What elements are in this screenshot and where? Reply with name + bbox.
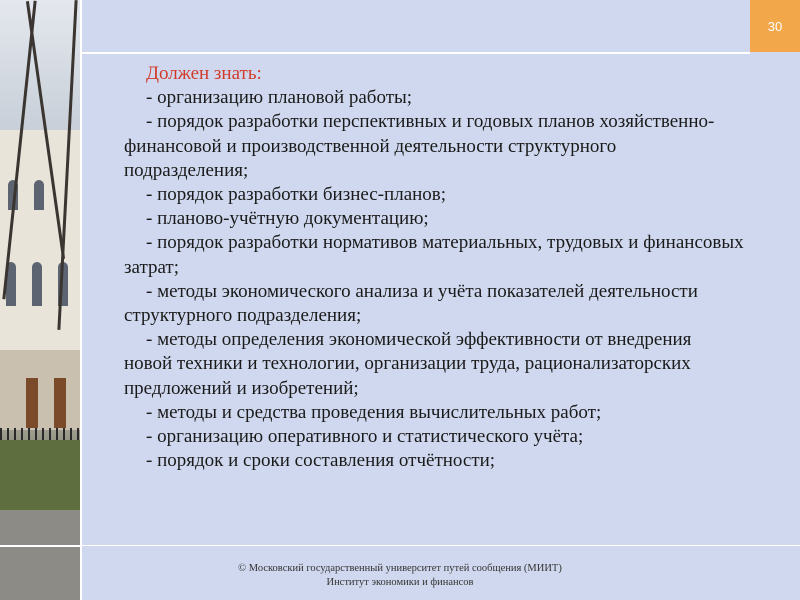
- list-item: - порядок разработки нормативов материальных, трудовых и финансовых затрат;: [124, 232, 744, 278]
- footer: [200, 562, 600, 590]
- divider-vertical: [80, 0, 82, 600]
- footer-copyright: © Московский государственный университет путей сообщения (МИИТ): [238, 563, 562, 574]
- list-item: - методы определения экономической эффективности от внедрения новой техники и технологии, организации труда, рационализаторских предложений и изобретений;: [124, 329, 692, 399]
- list-item: - порядок разработки бизнес-планов;: [146, 184, 447, 206]
- building-photo: [0, 0, 80, 600]
- page-number: 30: [767, 18, 783, 34]
- list-item: - организацию плановой работы;: [146, 87, 413, 109]
- list-item: - методы и средства проведения вычислительных работ;: [146, 401, 602, 423]
- divider-top: [82, 52, 750, 54]
- page-number-badge: [750, 0, 800, 52]
- list-item: - порядок разработки перспективных и годовых планов хозяйственно-финансовой и производственной деятельности структурного подразделения;: [124, 111, 715, 181]
- list-item: - методы экономического анализа и учёта показателей деятельности структурного подразделения;: [124, 280, 698, 327]
- footer-institute: Институт экономики и финансов: [326, 577, 474, 588]
- slide-heading: Должен знать:: [146, 63, 262, 84]
- divider-photo: [0, 545, 80, 547]
- list-item: - порядок и сроки составления отчётности;: [146, 450, 496, 472]
- list-item: - организацию оперативного и статистического учёта;: [146, 426, 584, 448]
- slide-content: [124, 62, 744, 473]
- list-item: - планово-учётную документацию;: [146, 208, 429, 230]
- divider-footer: [82, 545, 800, 546]
